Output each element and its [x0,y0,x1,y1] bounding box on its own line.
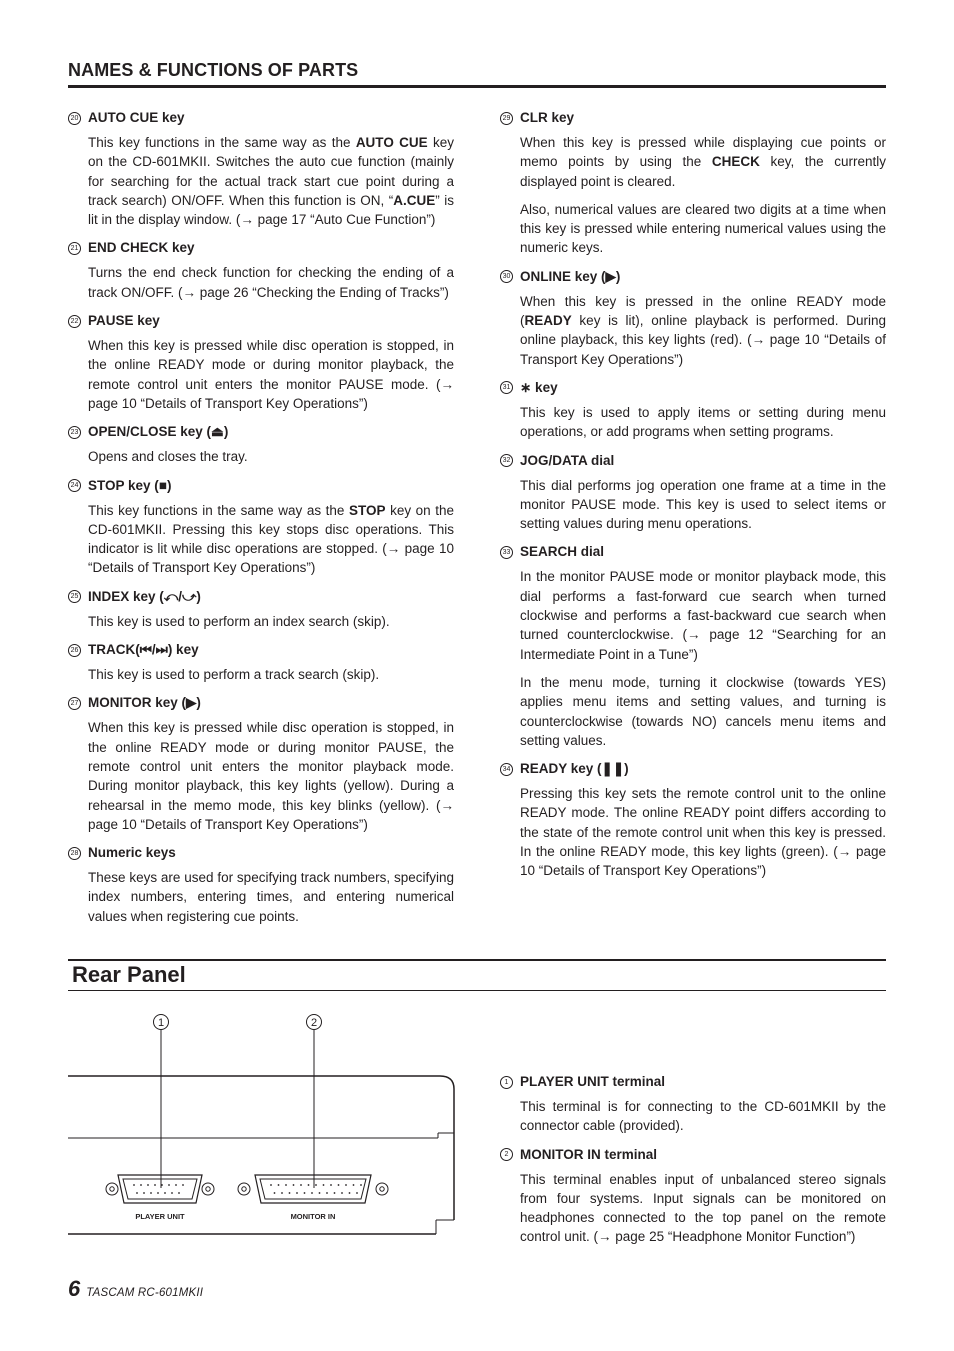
section-rule-top [68,959,886,961]
page-number: 6 [68,1276,81,1301]
item-paragraph: This terminal enables input of unbalanced stereo signals from four systems. Input signals can be monitored on headphones connected to the top panel on the remote control unit. (→ page 25 “Headphone Monitor Function”) [520,1171,886,1245]
item-end-check-key [68,238,454,302]
item-heading [68,587,454,607]
item-paragraph: This key functions in the same way as the AUTO CUE key on the CD-601MKII. Switches the auto cue function (mainly for searching for the actual track start cue point during a track search) ON/OFF. When this function is ON, “A.CUE” is lit in the display window. (→ page 17 “Auto Cue Function”) [88,135,455,228]
item-label-tail: ) [624,761,629,777]
right-column [500,108,886,890]
item-description [520,403,886,442]
item-label: END CHECK key [88,240,195,256]
item-label: OPEN/CLOSE key ( [88,424,212,440]
item-numeric-keys [68,843,454,926]
page-header-title: NAMES & FUNCTIONS OF PARTS [68,60,359,80]
item-number: 27 [68,697,81,710]
item-paragraph: When this key is pressed in the online READY mode (READY key is lit), online playback is performed. During online playback, this key lights (red). (→ page 10 “Details of Transport Key Operations”) [520,293,886,367]
item-number: 26 [68,644,81,657]
item-label: MONITOR key ( [88,695,187,711]
item-number: 2 [500,1148,513,1161]
item-heading [500,1072,886,1092]
item-jog-data-dial [500,451,886,534]
key-symbol-icon: ⤺/⤻ [163,588,197,604]
item-label: Numeric keys [88,845,176,861]
rear-panel-illustration [60,1005,460,1245]
item-description [520,567,886,750]
item-description [520,1170,886,1247]
item-paragraph: These keys are used for specifying track numbers, specifying index numbers, entering times, and entering numerical values when registering cue points. [88,870,454,924]
item-heading [500,1145,886,1165]
item-description [88,501,454,578]
item-label-tail: ) key [167,642,199,658]
item-label: TRACK( [88,642,140,658]
item-label: JOG/DATA dial [520,452,615,468]
key-symbol-icon: ■ [158,477,167,493]
item-label: ONLINE key ( [520,268,606,284]
item-stop-key [68,476,454,578]
item-online-key [500,267,886,369]
header-rule [68,85,886,88]
item-label-tail: ) [196,588,201,604]
item-number: 30 [500,270,513,283]
item-description [520,1097,886,1136]
item-heading [68,108,454,128]
item-description [520,133,886,258]
item-paragraph: When this key is pressed while disc operation is stopped, in the online READY mode or during monitor PAUSE, the remote control unit enters the monitor playback mode. During monitor playback, this key lights (yellow). During a rehearsal in the memo mode, this key blinks (yellow). (→ page 10 “Details of Transport Key Operations”) [88,720,454,832]
item-label-tail: ) [196,695,201,711]
item-description [88,133,454,229]
item-heading [68,476,454,496]
item-description [88,263,454,302]
item-heading [500,759,886,779]
item-heading [68,640,454,660]
key-symbol-icon: ▶ [605,268,616,284]
item-monitor-key [68,693,454,834]
key-symbol-icon: ▶ [186,695,197,711]
item-pause-key [68,311,454,413]
item-heading [500,267,886,287]
callout-2 [307,1015,322,1189]
item-label: SEARCH dial [520,544,605,560]
item-heading [500,108,886,128]
section-rule-bottom [68,990,886,991]
item-number: 21 [68,242,81,255]
item-monitor-in-terminal [500,1145,886,1247]
item-description [88,447,454,466]
item-paragraph: In the menu mode, turning it clockwise (towards YES) applies menu items and setting values, and turning is counterclockwise (towards NO) cancels menu items and setting values. [520,674,886,748]
item-paragraph: Turns the end check function for checking the ending of a track ON/OFF. (→ page 26 “Checking the Ending of Tracks”) [88,265,454,300]
item-number: 1 [500,1076,513,1089]
item-paragraph: This key functions in the same way as the STOP key on the CD-601MKII. Pressing this key stops disc operations. This indicator is lit while disc operations are stopped. (→ page 10 “Details of Transport Key Operations”) [88,502,454,576]
item-track-key [68,640,454,684]
item-paragraph: This dial performs jog operation one frame at a time in the monitor PAUSE mode. This key is used to select items or setting values during menu operations. [520,477,886,532]
rear-panel-descriptions [500,1072,886,1256]
item-label: MONITOR IN terminal [520,1146,658,1162]
callout-1-label: 1 [157,1017,165,1029]
item-heading [68,311,454,331]
item-paragraph: This key is used to apply items or setting during menu operations, or add programs when setting programs. [520,404,886,440]
item-label: ∗ key [520,379,558,395]
item-label-tail: ) [166,477,172,493]
item-ready-key [500,759,886,880]
item-label: STOP key ( [88,477,159,493]
item-paragraph: Also, numerical values are cleared two digits at a time when this key is pressed while entering numerical values using the numeric keys. [520,201,886,256]
item-key [500,378,886,442]
item-number: 25 [68,590,81,603]
item-number: 33 [500,546,513,559]
page-footer [68,1276,203,1302]
item-paragraph: Pressing this key sets the remote control unit to the online READY mode. The online READY point differs according to the state of the remote control unit when this key is pressed. In the online READY mode, this key lights (green). (→ page 10 “Details of Transport Key Operations”) [520,786,886,879]
item-number: 29 [500,112,513,125]
item-search-dial [500,542,886,750]
item-label-tail: ) [615,268,621,284]
item-number: 31 [500,381,513,394]
item-label: PAUSE key [88,313,160,329]
player-unit-connector [106,1175,214,1221]
item-description [88,718,454,834]
item-paragraph: When this key is pressed while disc operation is stopped, in the online READY mode or during monitor playback, the remote control unit enters the monitor PAUSE mode. (→ page 10 “Details of Transport Key Operations”) [88,338,454,411]
item-label: READY key ( [520,761,602,777]
callout-2-label: 2 [310,1017,318,1029]
item-description [88,868,454,926]
key-symbol-icon: ❚❚ [601,761,625,777]
item-heading [500,451,886,471]
item-heading [68,238,454,258]
item-clr-key [500,108,886,258]
item-paragraph: This key is used to perform a track search (skip). [88,667,380,683]
item-description [520,784,886,880]
item-label: CLR key [520,110,575,125]
item-heading [500,378,886,398]
monitor-in-connector-label: MONITOR IN [290,1212,336,1221]
item-number: 34 [500,763,513,776]
item-label: INDEX key ( [88,588,164,604]
item-number: 20 [68,112,81,125]
item-heading [68,693,454,713]
rear-panel-title: Rear Panel [72,962,186,987]
player-unit-connector-label: PLAYER UNIT [135,1212,185,1221]
item-paragraph: When this key is pressed while displaying cue points or memo points by using the CHECK key, the currently displayed point is cleared. [520,135,886,189]
item-paragraph: This key is used to perform an index search (skip). [88,613,390,629]
callout-1 [154,1015,169,1189]
item-label: AUTO CUE key [88,110,185,125]
item-description [88,612,454,631]
item-paragraph: Opens and closes the tray. [88,449,248,465]
item-number: 22 [68,315,81,328]
housing-outline [68,1076,454,1234]
item-label: PLAYER UNIT terminal [520,1074,666,1089]
item-paragraph: In the monitor PAUSE mode or monitor playback mode, this dial performs a fast-forward cue search when turned clockwise and performs a fast-backward cue search when turned counterclockwise. (→ page 12 “Searching for an Intermediate Point in a Tune”) [520,569,886,662]
item-index-key [68,587,454,631]
item-description [88,665,454,684]
item-number: 23 [68,426,81,439]
item-open-close-key [68,422,454,466]
left-column [68,108,454,935]
item-paragraph: This terminal is for connecting to the CD-601MKII by the connector cable (provided). [520,1099,886,1134]
item-description [88,336,454,413]
item-heading [68,422,454,442]
item-description [520,476,886,534]
item-number: 32 [500,454,513,467]
item-heading [68,843,454,863]
item-auto-cue-key [68,108,454,229]
key-symbol-icon: ⏮/⏭ [139,642,168,658]
key-symbol-icon: ⏏ [211,424,224,440]
footer-model: TASCAM RC-601MKII [86,1287,204,1299]
item-number: 24 [68,479,81,492]
item-description [520,292,886,369]
item-heading [500,542,886,562]
item-player-unit-terminal [500,1072,886,1136]
monitor-in-connector [238,1175,388,1221]
item-number: 28 [68,847,81,860]
item-label-tail: ) [223,424,229,440]
